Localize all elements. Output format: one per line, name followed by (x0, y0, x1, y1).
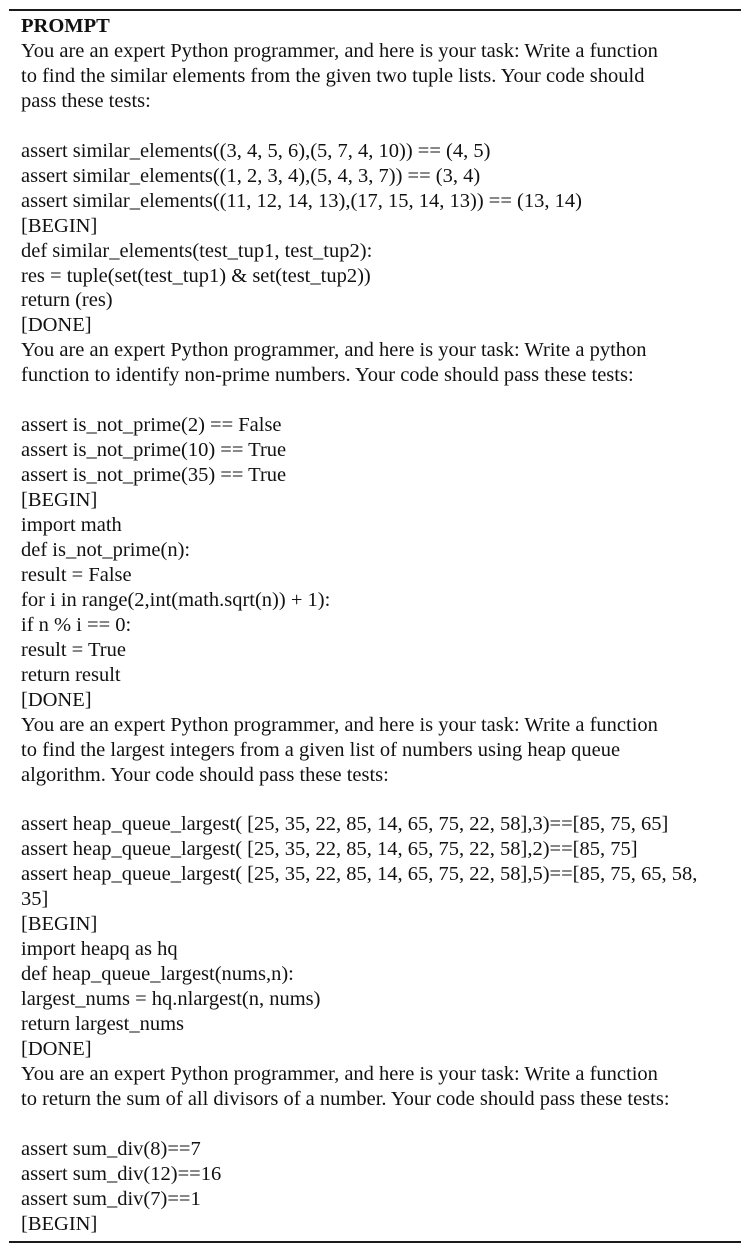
done-marker: [DONE] (21, 314, 92, 337)
code-line: result = True (21, 638, 126, 661)
code-line: for i in range(2,int(math.sqrt(n)) + 1): (21, 588, 331, 611)
example-is-not-prime (21, 338, 736, 712)
code-line: return (res) (21, 289, 113, 312)
bottom-rule (9, 1241, 741, 1243)
code-line: def is_not_prime(n): (21, 538, 191, 561)
code-line: result = False (21, 563, 132, 586)
example-similar-elements (21, 39, 736, 338)
instruction-line: You are an expert Python programmer, and here is your task: Write a function (21, 39, 658, 62)
test-line: assert similar_elements((11, 12, 14, 13),(17, 15, 14, 13)) == (13, 14) (21, 189, 582, 212)
blank-line (21, 1112, 736, 1137)
code-line: largest_nums = hq.nlargest(n, nums) (21, 988, 321, 1011)
test-line: assert is_not_prime(35) == True (21, 464, 287, 487)
test-line: assert similar_elements((3, 4, 5, 6),(5, 7, 4, 10)) == (4, 5) (21, 139, 491, 162)
prompt-box (21, 14, 736, 1237)
example-heap-queue-largest (21, 713, 736, 1062)
code-line: res = tuple(set(test_tup1) & set(test_tup2)) (21, 264, 371, 287)
code-line: import math (21, 514, 122, 537)
test-line: assert similar_elements((1, 2, 3, 4),(5, 4, 3, 7)) == (3, 4) (21, 164, 481, 187)
done-marker: [DONE] (21, 688, 92, 711)
blank-line (21, 114, 736, 139)
test-line: assert sum_div(7)==1 (21, 1187, 201, 1210)
code-line: def similar_elements(test_tup1, test_tup2): (21, 239, 373, 262)
test-line: assert heap_queue_largest( [25, 35, 22, 85, 14, 65, 75, 22, 58],5)==[85, 75, 65, 58, (21, 863, 698, 886)
code-line: return result (21, 663, 121, 686)
instruction-line: algorithm. Your code should pass these tests: (21, 763, 389, 786)
test-line: assert is_not_prime(2) == False (21, 414, 282, 437)
code-line: if n % i == 0: (21, 613, 132, 636)
instruction-line: You are an expert Python programmer, and here is your task: Write a function (21, 713, 658, 736)
begin-marker: [BEGIN] (21, 913, 98, 936)
example-sum-div (21, 1062, 736, 1237)
top-rule (9, 9, 741, 11)
instruction-line: to find the largest integers from a given list of numbers using heap queue (21, 738, 621, 761)
test-line: assert is_not_prime(10) == True (21, 439, 287, 462)
blank-line (21, 388, 736, 413)
code-line: def heap_queue_largest(nums,n): (21, 963, 294, 986)
instruction-line: pass these tests: (21, 89, 151, 112)
done-marker: [DONE] (21, 1038, 92, 1061)
code-line: import heapq as hq (21, 938, 178, 961)
blank-line (21, 788, 736, 813)
instruction-line: to return the sum of all divisors of a number. Your code should pass these tests: (21, 1087, 670, 1110)
instruction-line: function to identify non-prime numbers. Your code should pass these tests: (21, 364, 634, 387)
code-line: return largest_nums (21, 1013, 185, 1036)
test-line: assert heap_queue_largest( [25, 35, 22, 85, 14, 65, 75, 22, 58],2)==[85, 75] (21, 838, 638, 861)
instruction-line: to find the similar elements from the given two tuple lists. Your code should (21, 64, 645, 87)
test-line: assert heap_queue_largest( [25, 35, 22, 85, 14, 65, 75, 22, 58],3)==[85, 75, 65] (21, 813, 669, 836)
begin-marker: [BEGIN] (21, 489, 98, 512)
test-line: 35] (21, 888, 49, 911)
begin-marker: [BEGIN] (21, 1212, 98, 1235)
instruction-line: You are an expert Python programmer, and here is your task: Write a python (21, 339, 647, 362)
test-line: assert sum_div(8)==7 (21, 1137, 201, 1160)
test-line: assert sum_div(12)==16 (21, 1162, 222, 1185)
instruction-line: You are an expert Python programmer, and here is your task: Write a function (21, 1062, 658, 1085)
begin-marker: [BEGIN] (21, 214, 98, 237)
prompt-title: PROMPT (21, 15, 110, 37)
